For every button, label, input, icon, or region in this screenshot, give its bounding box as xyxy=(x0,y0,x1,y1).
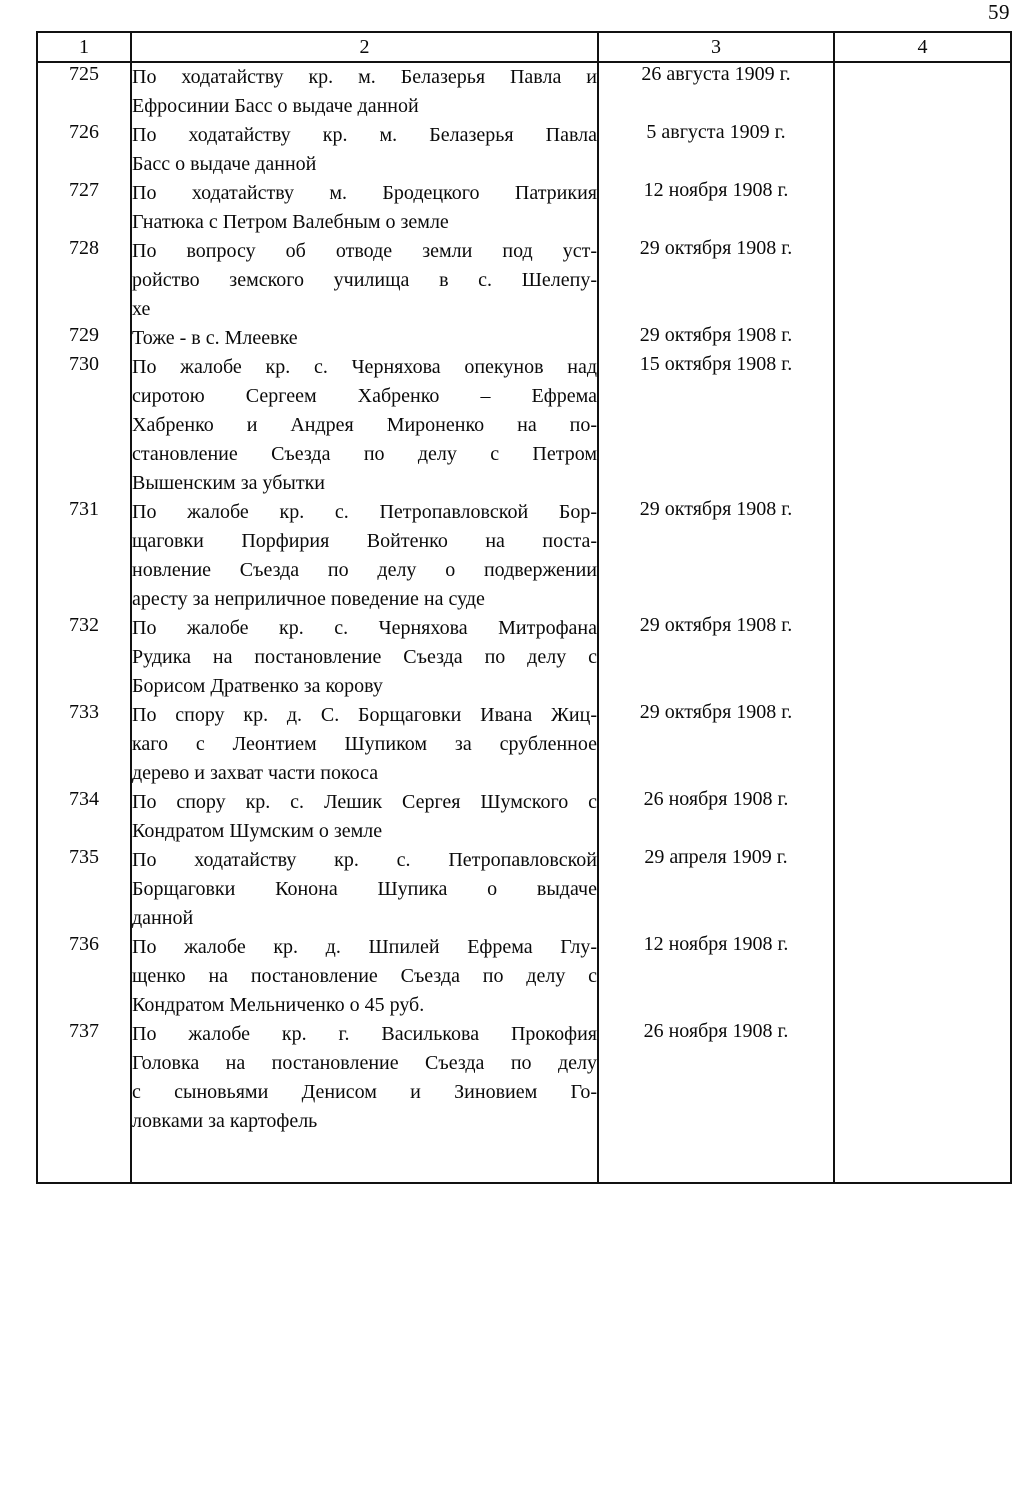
entry-date: 29 октября 1908 г. xyxy=(598,498,834,614)
entry-subject xyxy=(131,614,598,701)
entry-subject-line: Тоже - в с. Млеевке xyxy=(132,327,298,349)
entry-subject-line: По жалобе кр. д. Шпилей Ефрема Глу- xyxy=(132,936,597,958)
entry-date: 29 октября 1908 г. xyxy=(598,237,834,324)
entry-subject xyxy=(131,933,598,1020)
entry-date: 12 ноября 1908 г. xyxy=(598,179,834,237)
entry-number: 729 xyxy=(37,324,131,353)
entry-subject xyxy=(131,237,598,324)
entry-number: 730 xyxy=(37,353,131,498)
entry-subject xyxy=(131,788,598,846)
entry-note xyxy=(834,62,1011,121)
entry-date: 29 апреля 1909 г. xyxy=(598,846,834,933)
entry-subject-line: ловками за картофель xyxy=(132,1110,318,1132)
table-row xyxy=(37,62,1011,121)
entry-subject-line: сиротою Сергеем Хабренко – Ефрема xyxy=(132,385,597,407)
entry-subject xyxy=(131,324,598,353)
entry-subject-line: Гнатюка с Петром Валебным о земле xyxy=(132,211,449,233)
entry-subject-line: Хабренко и Андрея Мироненко на по- xyxy=(132,414,597,436)
table-tail-cell xyxy=(834,1136,1011,1183)
entry-subject xyxy=(131,1020,598,1136)
entry-subject-line: аресту за неприличное поведение на суде xyxy=(132,588,485,610)
entry-subject-line: По вопросу об отводе земли под уст- xyxy=(132,240,597,262)
entry-subject-line: По жалобе кр. с. Петропавловской Бор- xyxy=(132,501,597,523)
entry-subject-line: Головка на постановление Съезда по делу xyxy=(132,1052,597,1074)
column-header-4: 4 xyxy=(834,32,1011,62)
entry-subject-line: ройство земского училища в с. Шелепу- xyxy=(132,269,597,291)
entry-date: 5 августа 1909 г. xyxy=(598,121,834,179)
entry-note xyxy=(834,788,1011,846)
entry-subject-line: По ходатайству м. Бродецкого Патрикия xyxy=(132,182,597,204)
entry-subject-line: Басс о выдаче данной xyxy=(132,153,317,175)
entry-number: 725 xyxy=(37,62,131,121)
entry-note xyxy=(834,1020,1011,1136)
entry-note xyxy=(834,179,1011,237)
table-header-row xyxy=(37,32,1011,62)
table-row xyxy=(37,121,1011,179)
table-header xyxy=(37,32,1011,62)
table-row xyxy=(37,788,1011,846)
table-row xyxy=(37,353,1011,498)
entry-note xyxy=(834,846,1011,933)
table-row xyxy=(37,237,1011,324)
table-row xyxy=(37,614,1011,701)
table-tail-cell xyxy=(37,1136,131,1183)
entry-subject-line: Кондратом Мельниченко о 45 руб. xyxy=(132,994,425,1016)
entry-subject-line: данной xyxy=(132,907,194,929)
entry-note xyxy=(834,237,1011,324)
entry-note xyxy=(834,353,1011,498)
entry-subject-line: новление Съезда по делу о подвержении xyxy=(132,559,597,581)
entry-subject-line: По ходатайству кр. м. Белазерья Павла xyxy=(132,124,597,146)
register-table xyxy=(36,31,1012,1184)
entry-subject-line: каго с Леонтием Шупиком за срубленное xyxy=(132,733,597,755)
entry-subject-line: хе xyxy=(132,298,151,320)
entry-note xyxy=(834,614,1011,701)
entry-date: 15 октября 1908 г. xyxy=(598,353,834,498)
entry-subject xyxy=(131,353,598,498)
entry-subject xyxy=(131,701,598,788)
entry-note xyxy=(834,324,1011,353)
table-row xyxy=(37,933,1011,1020)
entry-date: 12 ноября 1908 г. xyxy=(598,933,834,1020)
entry-date: 29 октября 1908 г. xyxy=(598,701,834,788)
entry-date: 26 августа 1909 г. xyxy=(598,62,834,121)
entry-subject-line: с сыновьями Денисом и Зиновием Го- xyxy=(132,1081,597,1103)
table-row xyxy=(37,179,1011,237)
entry-subject-line: По ходатайству кр. с. Петропавловской xyxy=(132,849,597,871)
entry-date: 29 октября 1908 г. xyxy=(598,614,834,701)
entry-number: 727 xyxy=(37,179,131,237)
entry-subject-line: дерево и захват части покоса xyxy=(132,762,379,784)
table-tail-spacer xyxy=(37,1136,1011,1183)
entry-subject xyxy=(131,121,598,179)
table-tail-cell xyxy=(131,1136,598,1183)
entry-note xyxy=(834,701,1011,788)
entry-date: 26 ноября 1908 г. xyxy=(598,788,834,846)
entry-number: 728 xyxy=(37,237,131,324)
table-row xyxy=(37,1020,1011,1136)
entry-subject xyxy=(131,846,598,933)
entry-subject-line: становление Съезда по делу с Петром xyxy=(132,443,597,465)
table-row xyxy=(37,324,1011,353)
entry-subject-line: щенко на постановление Съезда по делу с xyxy=(132,965,597,987)
entry-number: 737 xyxy=(37,1020,131,1136)
column-header-3: 3 xyxy=(598,32,834,62)
entry-subject-line: Вышенским за убытки xyxy=(132,472,325,494)
entry-subject xyxy=(131,62,598,121)
entry-subject-line: Борисом Дратвенко за корову xyxy=(132,675,383,697)
entry-date: 29 октября 1908 г. xyxy=(598,324,834,353)
table-row xyxy=(37,701,1011,788)
table-row xyxy=(37,846,1011,933)
entry-subject-line: Кондратом Шумским о земле xyxy=(132,820,383,842)
table-row xyxy=(37,498,1011,614)
entry-subject-line: Борщаговки Конона Шупика о выдаче xyxy=(132,878,597,900)
entry-note xyxy=(834,498,1011,614)
entry-number: 735 xyxy=(37,846,131,933)
entry-subject-line: По жалобе кр. с. Черняхова опекунов над xyxy=(132,356,597,378)
entry-subject-line: По жалобе кр. г. Василькова Прокофия xyxy=(132,1023,597,1045)
entry-subject-line: По жалобе кр. с. Черняхова Митрофана xyxy=(132,617,597,639)
entry-note xyxy=(834,121,1011,179)
entry-date: 26 ноября 1908 г. xyxy=(598,1020,834,1136)
entry-subject-line: щаговки Порфирия Войтенко на поста- xyxy=(132,530,597,552)
entry-number: 726 xyxy=(37,121,131,179)
page-number: 59 xyxy=(988,0,1010,24)
entry-note xyxy=(834,933,1011,1020)
entry-subject-line: Рудика на постановление Съезда по делу с xyxy=(132,646,597,668)
entry-subject-line: По спору кр. д. С. Борщаговки Ивана Жиц- xyxy=(132,704,597,726)
entry-number: 731 xyxy=(37,498,131,614)
entry-subject xyxy=(131,498,598,614)
column-header-2: 2 xyxy=(131,32,598,62)
entry-number: 733 xyxy=(37,701,131,788)
entry-subject-line: Ефросинии Басс о выдаче данной xyxy=(132,95,419,117)
entry-number: 736 xyxy=(37,933,131,1020)
column-header-1: 1 xyxy=(37,32,131,62)
entry-subject-line: По спору кр. с. Лешик Сергея Шумского с xyxy=(132,791,597,813)
entry-number: 732 xyxy=(37,614,131,701)
entry-subject-line: По ходатайству кр. м. Белазерья Павла и xyxy=(132,66,597,88)
entry-number: 734 xyxy=(37,788,131,846)
table-body xyxy=(37,62,1011,1183)
table-tail-cell xyxy=(598,1136,834,1183)
entry-subject xyxy=(131,179,598,237)
